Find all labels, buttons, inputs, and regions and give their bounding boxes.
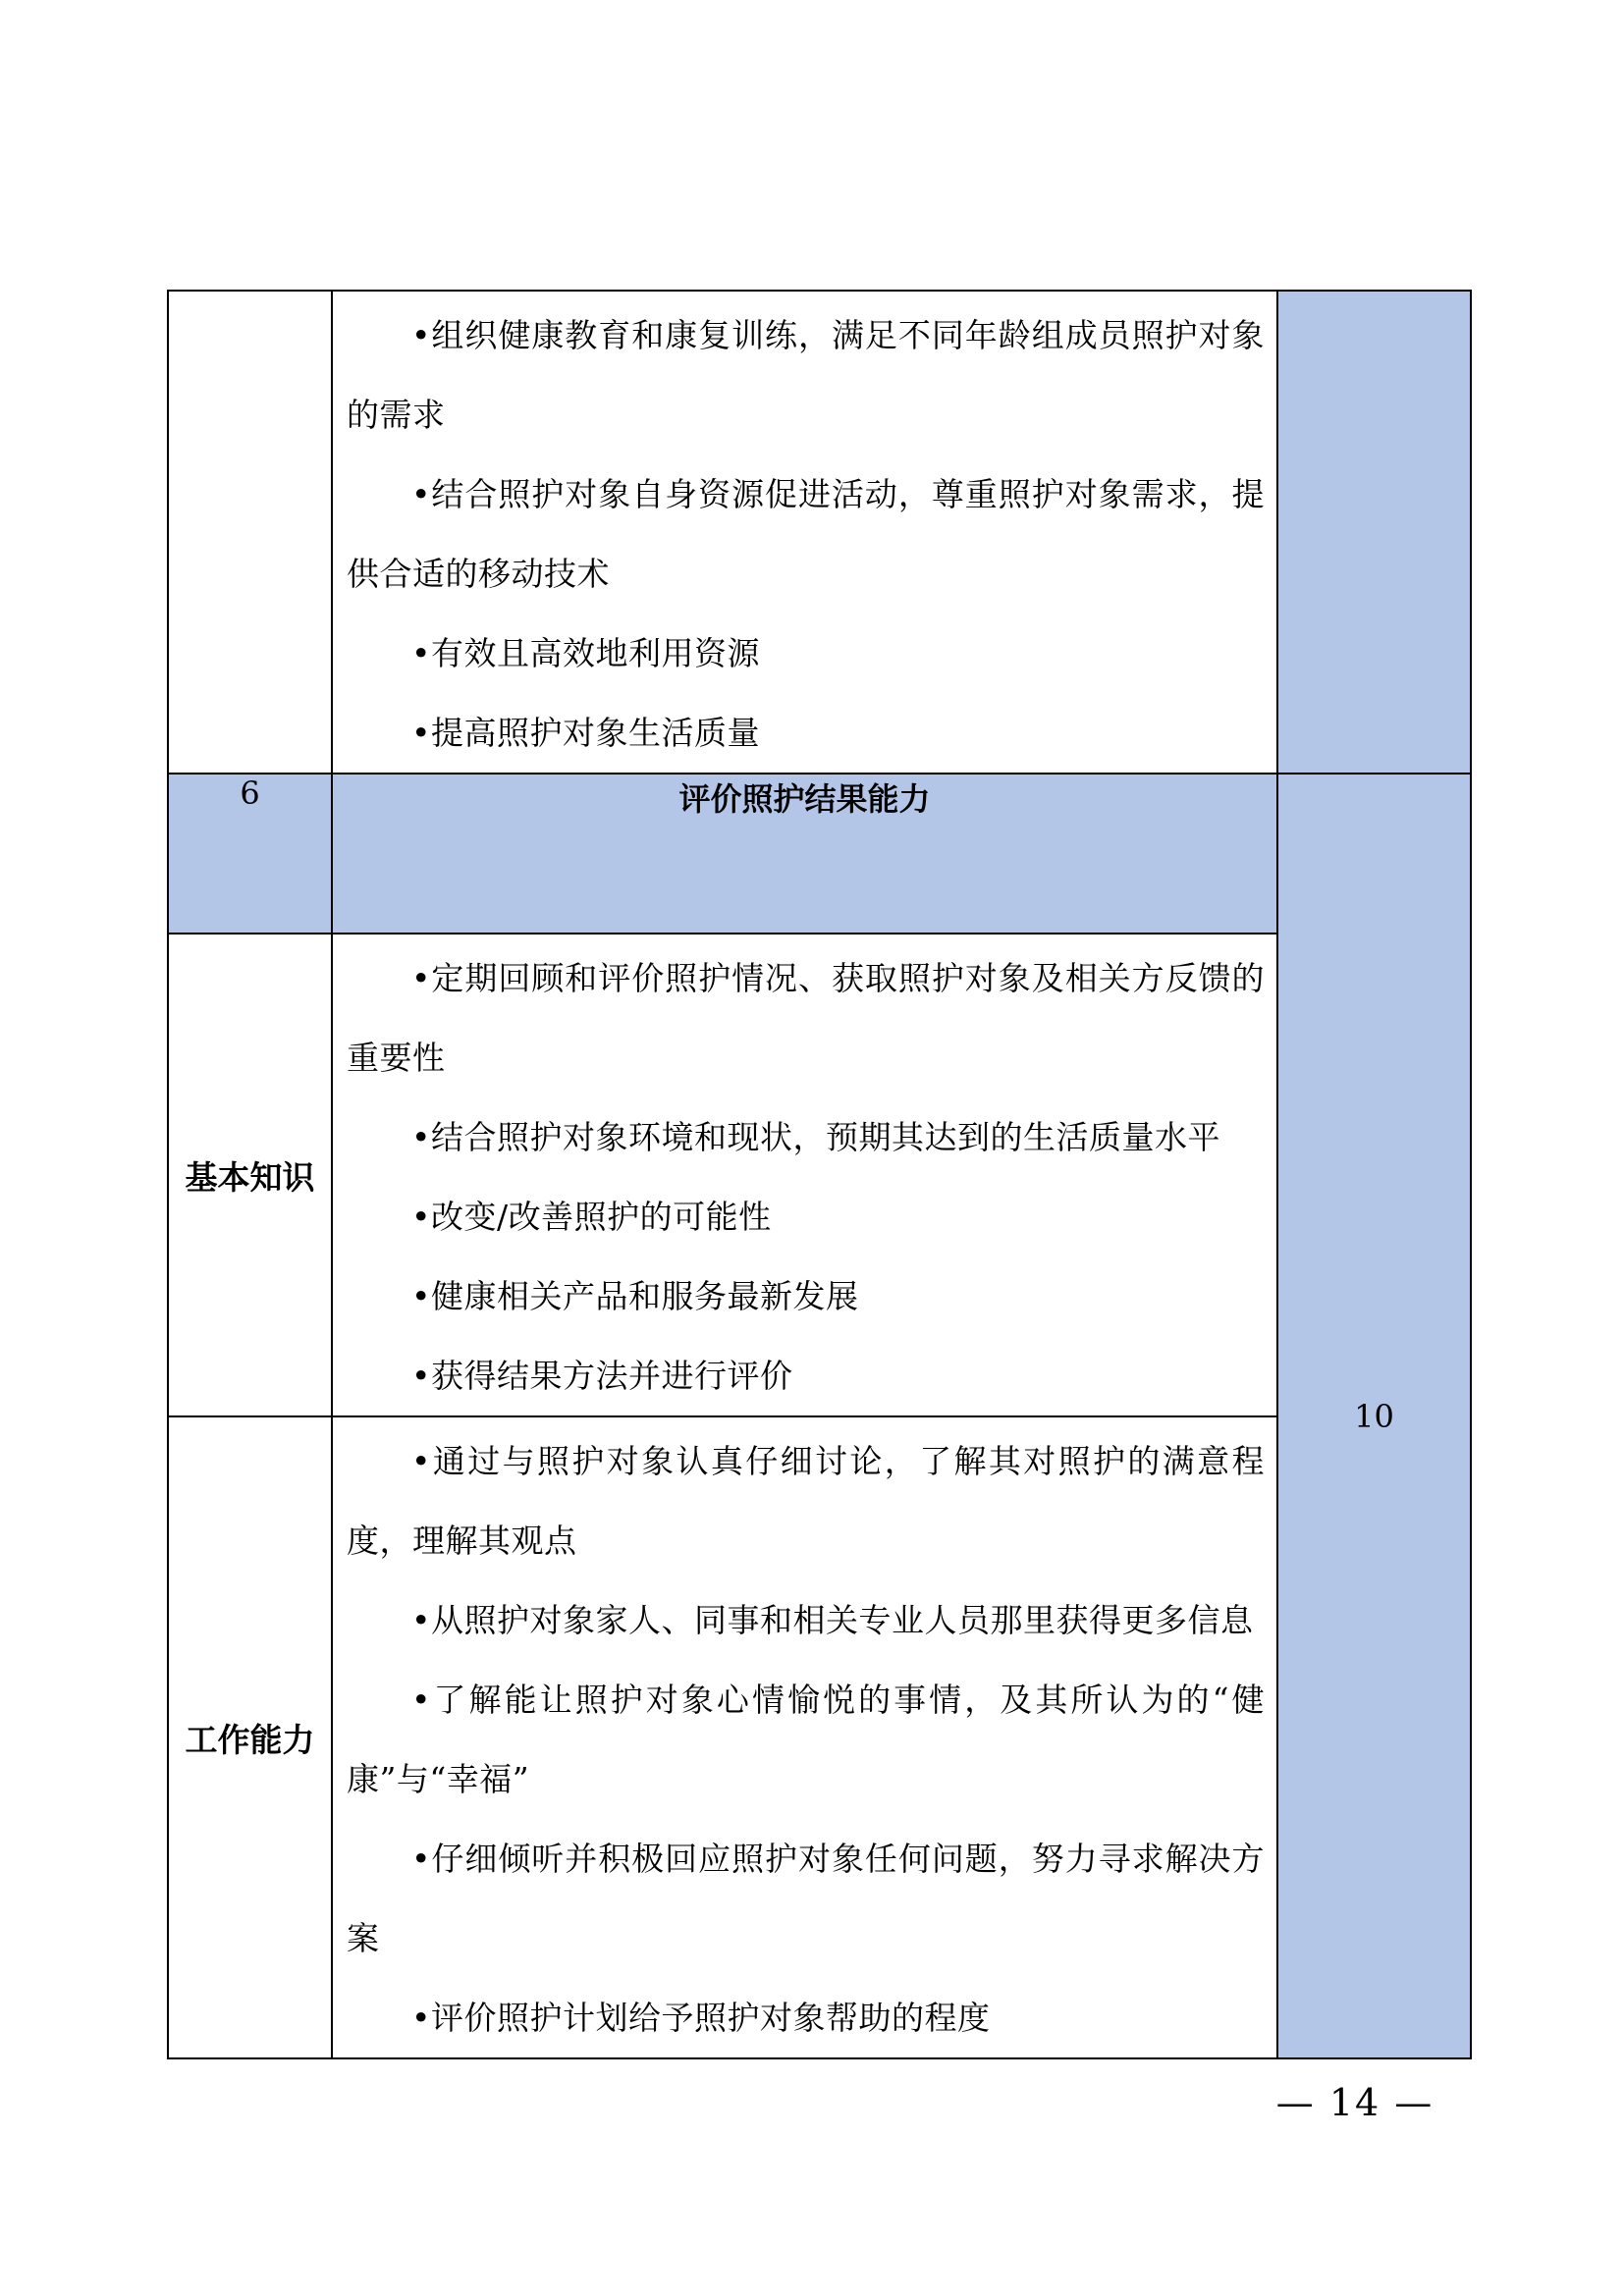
list-item: •通过与照护对象认真仔细讨论，了解其对照护的满意程度，理解其观点 (347, 1442, 1265, 1560)
list-item: •定期回顾和评价照护情况、获取照护对象及相关方反馈的重要性 (347, 959, 1265, 1077)
list-item: •从照护对象家人、同事和相关专业人员那里获得更多信息 (411, 1601, 1254, 1639)
section-number: 6 (168, 774, 332, 934)
knowledge-content-cell (332, 934, 1277, 1416)
continued-row (168, 291, 1471, 774)
competency-table (167, 290, 1472, 2059)
continued-list (347, 292, 1265, 773)
list-item: •了解能让照护对象心情愉悦的事情，及其所认为的“健康”与“幸福” (347, 1681, 1265, 1798)
ability-label: 工作能力 (168, 1416, 332, 2058)
section-header-row (168, 774, 1471, 934)
continued-score-cell (1277, 291, 1471, 774)
list-item: •结合照护对象自身资源促进活动，尊重照护对象需求，提供合适的移动技术 (347, 475, 1265, 593)
ability-row (168, 1416, 1471, 2058)
knowledge-list (347, 934, 1265, 1415)
list-item: •有效且高效地利用资源 (411, 634, 760, 672)
ability-list (347, 1417, 1265, 2057)
knowledge-label: 基本知识 (168, 934, 332, 1416)
list-item: •提高照护对象生活质量 (411, 714, 760, 752)
list-item: •健康相关产品和服务最新发展 (411, 1277, 859, 1315)
list-item: •仔细倾听并积极回应照护对象任何问题，努力寻求解决方案 (347, 1840, 1265, 1957)
page-number: — 14 — (1275, 2081, 1435, 2124)
list-item: •结合照护对象环境和现状，预期其达到的生活质量水平 (411, 1118, 1220, 1156)
continued-label-cell (168, 291, 332, 774)
section-title: 评价照护结果能力 (332, 774, 1277, 934)
ability-content-cell (332, 1416, 1277, 2058)
list-item: •评价照护计划给予照护对象帮助的程度 (411, 1999, 991, 2037)
continued-content-cell (332, 291, 1277, 774)
section-score: 10 (1277, 774, 1471, 2058)
list-item: •获得结果方法并进行评价 (411, 1357, 793, 1395)
list-item: •组织健康教育和康复训练，满足不同年龄组成员照护对象的需求 (347, 316, 1265, 434)
list-item: •改变/改善照护的可能性 (411, 1198, 772, 1236)
knowledge-row (168, 934, 1471, 1416)
